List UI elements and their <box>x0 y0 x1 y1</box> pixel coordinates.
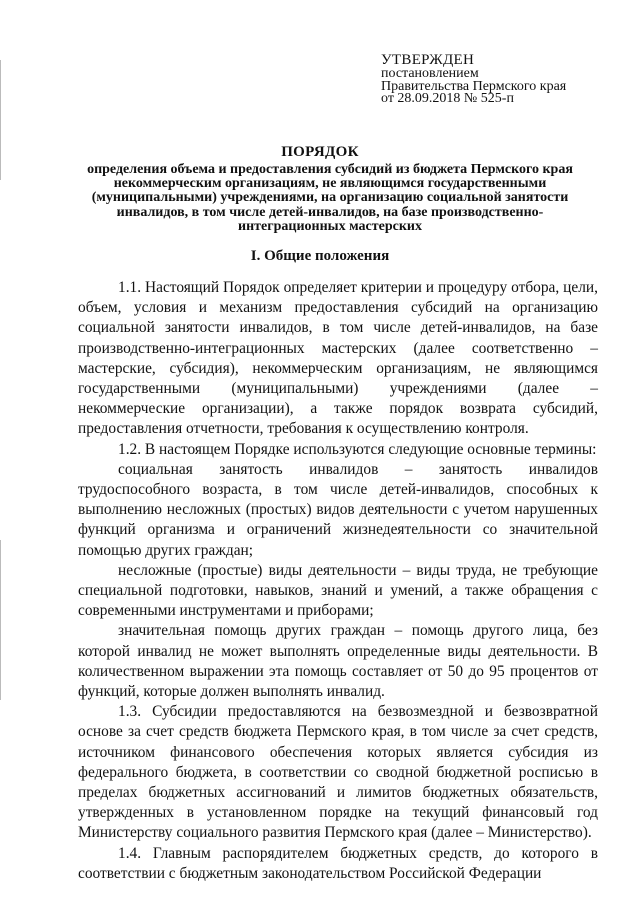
paragraph: социальная занятость инвалидов – занятость инвалидов трудоспособного возраста, в том числе детей-инвалидов, способных к выполнению несложных (простых) видов деятельности с учетом нарушенных функций организма и ограничений жизнедеятельности со значительной помощью других граждан; <box>78 460 598 559</box>
approval-heading: УТВЕРЖДЕН <box>381 52 475 68</box>
paragraph: значительная помощь других граждан – помощь другого лица, без которой инвалид не может выполнять определенные виды деятельности. В количественном выражении эта помощь составляет от 50 до 95 процентов от функций, которые должен выполнять инвалид. <box>78 622 598 701</box>
section-heading: I. Общие положения <box>250 248 390 264</box>
document-title: ПОРЯДОК <box>281 144 359 160</box>
paragraph: 1.1. Настоящий Порядок определяет критерии и процедуру отбора, цели, объем, условия и механизм предоставления субсидий на организацию социальной занятости инвалидов, в том числе детей-инвалидов, на базе производственно-интеграционных мастерских (далее соответственно – мастерские, субсидия), некоммерческим организациям, не являющимся государственными (муниципальными) учреждениями (далее – некоммерческие организации), а также порядок возврата субсидий, предоставления отчетности, требования к осуществлению контроля. <box>78 279 598 438</box>
scan-edge-mark <box>0 60 1 180</box>
approval-line: Правительства Пермского края <box>381 78 567 94</box>
document-body <box>78 278 598 884</box>
paragraph: несложные (простые) виды деятельности – виды труда, не требующие специальной подготовки, навыков, знаний и умений, а также обращения с современными инструментами и приборами; <box>78 561 598 620</box>
document-subtitle: определения объема и предоставления субсидий из бюджета Пермского края некоммерческим организациям, не являющимся государственными (муниципальными) учреждениями, на организацию социальной занятости инвалидов, в том числе детей-инвалидов, на базе производственно-интеграционных мастерских <box>87 162 573 234</box>
approval-line: постановлением <box>381 66 479 81</box>
approval-stamp <box>381 52 621 106</box>
paragraph: 1.3. Субсидии предоставляются на безвозмездной и безвозвратной основе за счет средств бюджета Пермского края, в том числе за счет средств, источником финансового обеспечения которых является субсидия из федерального бюджета, в соответствии со сводной бюджетной росписью в пределах бюджетных ассигнований и лимитов бюджетных обязательств, утвержденных в установленном порядке на текущий финансовый год Министерству социального развития Пермского края (далее – Министерство). <box>78 703 598 842</box>
scan-edge-mark <box>0 540 1 700</box>
paragraph: 1.2. В настоящем Порядке используются следующие основные термины: <box>118 440 597 458</box>
approval-date: от 28.09.2018 № 525-п <box>381 91 514 106</box>
paragraph: 1.4. Главным распорядителем бюджетных средств, до которого в соответствии с бюджетным законодательством Российской Федерации <box>78 844 598 882</box>
